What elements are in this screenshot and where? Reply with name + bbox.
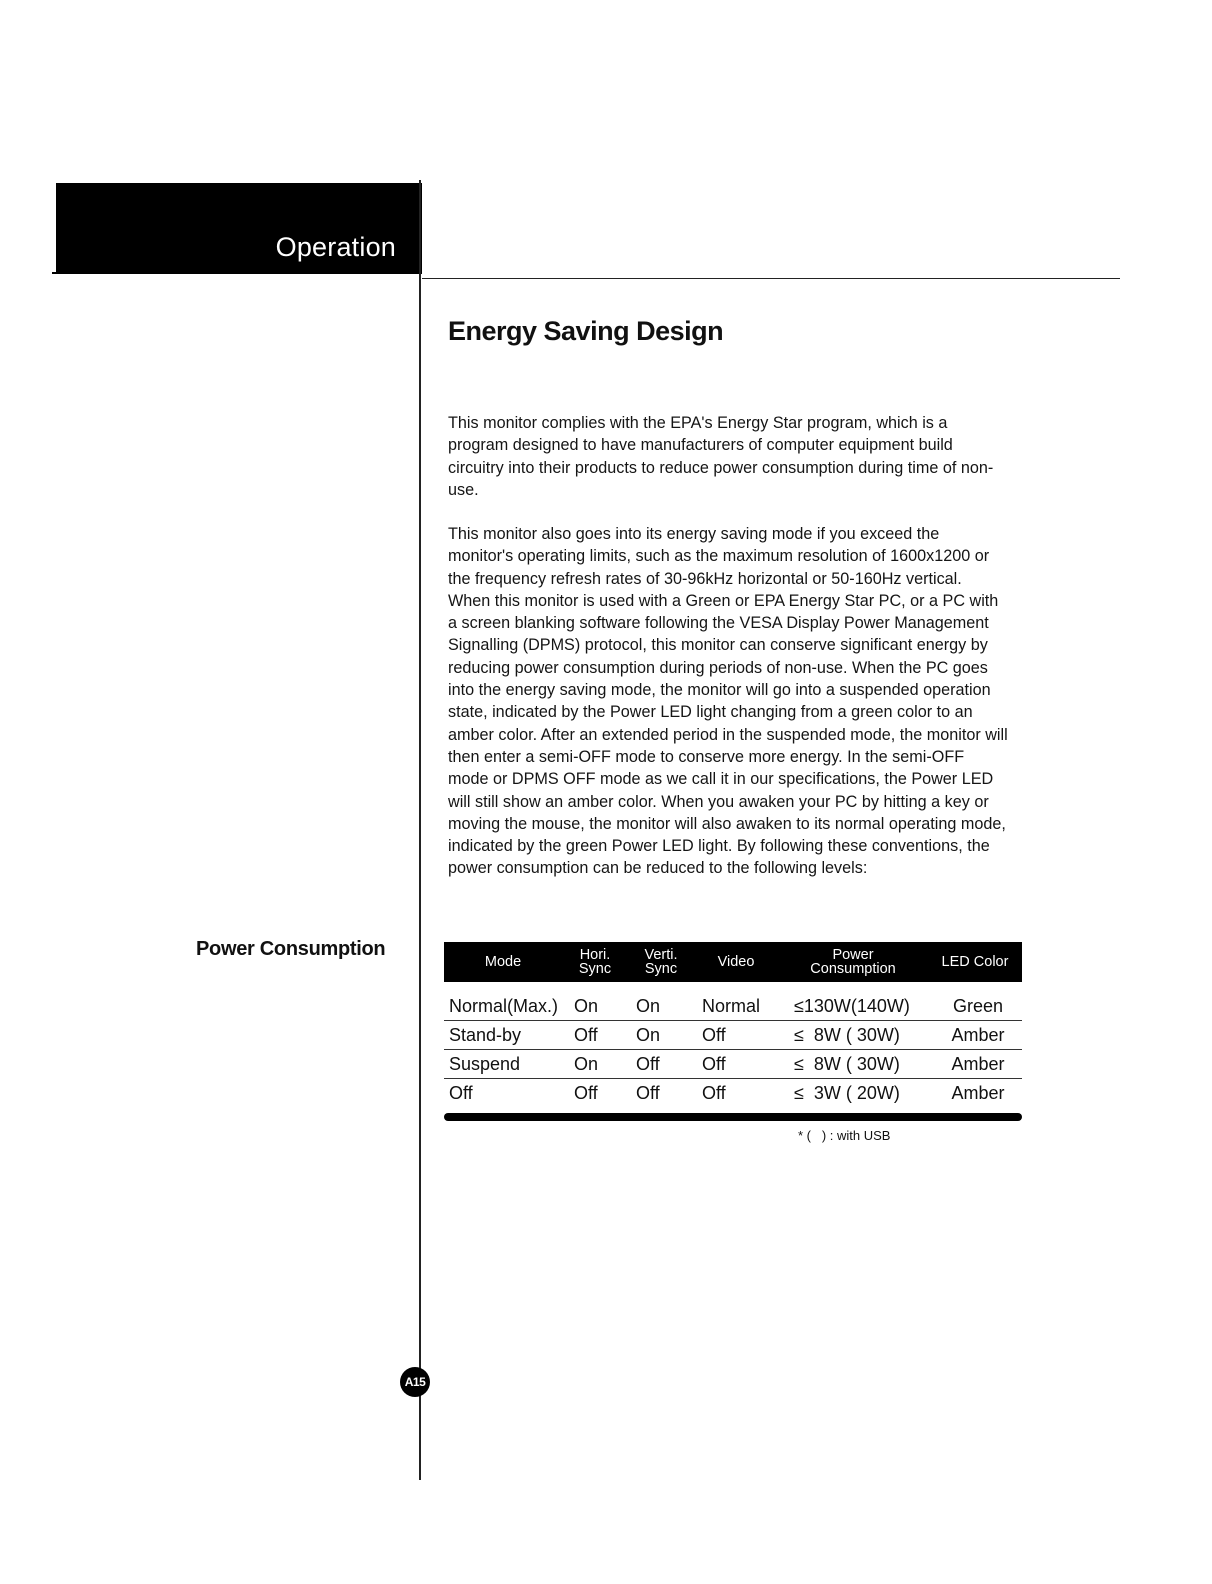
intro-paragraph: This monitor complies with the EPA's Energy Star program, which is a program designed to have manufacturers of computer equipment build circuitry into their products to reduce power consumption during time of non-use. bbox=[448, 414, 994, 499]
energy-mode-paragraph: This monitor also goes into its energy saving mode if you exceed the monitor's operating limits, such as the maximum resolution of 1600x1200 or the frequency refresh rates of 30-96kHz horizontal or 50-160Hz vertical. When this monitor is used with a Green or EPA Energy Star PC, or a PC with a screen blanking software following the VESA Display Power Management Signalling (DPMS) protocol, this monitor can conserve significant energy by reducing power consumption during periods of non-use. When the PC goes into the energy saving mode, the monitor will go into a suspended operation state, indicated by the Power LED light changing from a green color to an amber color. After an extended period in the suspended mode, the monitor will then enter a semi-OFF mode to conserve more energy. In the semi-OFF mode or DPMS OFF mode as we call it in our specifications, the Power LED will still show an amber color. When you awaken your PC by hitting a key or moving the mouse, the monitor will also awaken to its normal operating mode, indicated by the green Power LED light. By following these conventions, the power consumption can be reduced to the following levels: bbox=[448, 525, 1008, 878]
section-title: Operation bbox=[275, 232, 396, 262]
table-body bbox=[444, 992, 1022, 1107]
header-hori-sync: Hori. Sync bbox=[578, 947, 612, 977]
section-underline bbox=[52, 272, 422, 274]
table-footnote: * ( ) : with USB bbox=[798, 1128, 891, 1143]
page-title: Energy Saving Design bbox=[448, 316, 724, 346]
power-consumption-table bbox=[444, 942, 1022, 1121]
table-row: Suspend On Off Off ≤ 8W ( 30W) Amber bbox=[444, 1050, 1022, 1079]
table-row: Off Off Off Off ≤ 3W ( 20W) Amber bbox=[449, 1082, 1005, 1103]
table-bottom-bar bbox=[444, 1113, 1022, 1121]
margin-rule bbox=[419, 180, 421, 1480]
section-header-bar bbox=[56, 183, 422, 273]
header-power: Power Consumption bbox=[810, 947, 896, 977]
header-mode: Mode bbox=[484, 954, 522, 970]
page-number-badge: A15 bbox=[400, 1367, 430, 1397]
header-rule bbox=[422, 278, 1120, 279]
table-row: Normal(Max.) On On Normal ≤130W(140W) Green bbox=[444, 992, 1022, 1021]
header-led-color: LED Color bbox=[941, 954, 1009, 970]
header-verti-sync: Verti. Sync bbox=[644, 947, 678, 977]
power-consumption-heading: Power Consumption bbox=[196, 938, 386, 960]
header-video: Video bbox=[717, 954, 755, 970]
table-row: Stand-by Off On Off ≤ 8W ( 30W) Amber bbox=[444, 1021, 1022, 1050]
table-header bbox=[444, 942, 1022, 982]
